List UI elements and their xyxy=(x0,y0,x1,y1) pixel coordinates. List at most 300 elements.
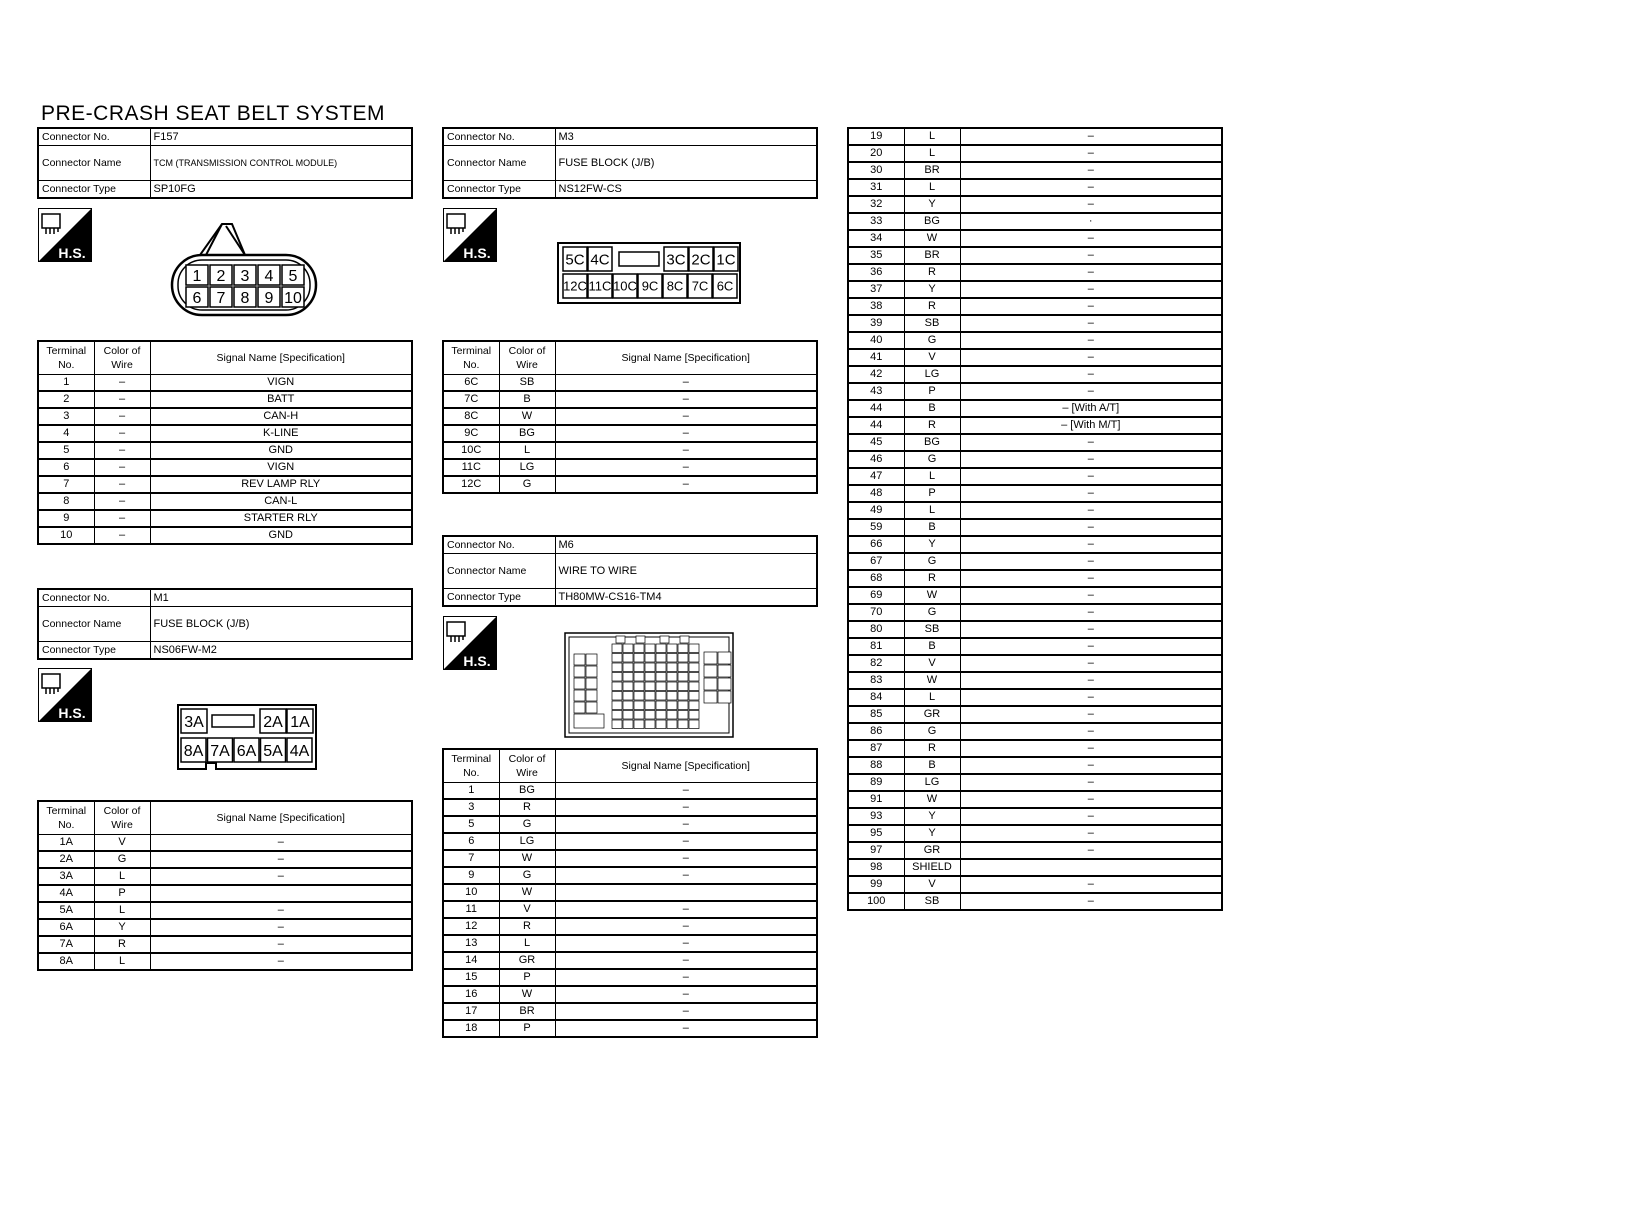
connector-cell xyxy=(667,701,677,710)
pin-label: 12C xyxy=(563,278,587,294)
connector-cell xyxy=(623,692,633,701)
connector-cell xyxy=(645,663,655,672)
connector-cell xyxy=(678,682,688,691)
connector-name-label: Connector Name xyxy=(443,554,555,589)
pin-label: 9 xyxy=(264,289,274,307)
pin-label: 5C xyxy=(565,251,585,269)
terminal-no-cell: 87 xyxy=(848,740,904,757)
signal-name-cell: VIGN xyxy=(150,459,412,476)
pin-label: 6 xyxy=(192,289,202,307)
pin-label: 6A xyxy=(236,742,257,760)
wire-color-cell: BR xyxy=(499,1003,555,1020)
connector-cell xyxy=(634,644,644,653)
connector-cell xyxy=(574,654,585,665)
terminal-no-cell: 2 xyxy=(38,391,94,408)
connector-cell xyxy=(623,701,633,710)
table-row xyxy=(848,349,1222,366)
wire-color-cell: LG xyxy=(499,459,555,476)
terminal-no-cell: 88 xyxy=(848,757,904,774)
connector-cell xyxy=(678,720,688,729)
signal-name-cell: – xyxy=(960,383,1222,400)
table-row xyxy=(848,893,1222,910)
wire-color-cell: L xyxy=(904,502,960,519)
terminal-no-cell: 70 xyxy=(848,604,904,621)
signal-name-cell: – xyxy=(150,851,412,868)
terminal-no-cell: 97 xyxy=(848,842,904,859)
wire-color-cell: P xyxy=(904,383,960,400)
harness-side-icon xyxy=(38,208,92,262)
terminal-no-cell: 69 xyxy=(848,587,904,604)
table-row xyxy=(38,510,412,527)
connector-name-label: Connector Name xyxy=(443,146,555,181)
terminal-no-cell: 11C xyxy=(443,459,499,476)
terminal-no-cell: 46 xyxy=(848,451,904,468)
signal-name-cell: – xyxy=(555,901,817,918)
connector-cell xyxy=(678,663,688,672)
connector-cell xyxy=(612,720,622,729)
signal-name-cell: – xyxy=(555,867,817,884)
table-row xyxy=(848,706,1222,723)
terminal-no-cell: 84 xyxy=(848,689,904,706)
table-row xyxy=(848,332,1222,349)
connector-cell xyxy=(612,692,622,701)
signal-name-cell: – xyxy=(960,587,1222,604)
table-row xyxy=(38,885,412,902)
f157-connector-diagram xyxy=(170,222,320,318)
m1-connector-diagram xyxy=(176,703,318,771)
signal-name-cell: – xyxy=(555,935,817,952)
terminal-no-cell: 45 xyxy=(848,434,904,451)
table-row xyxy=(443,850,817,867)
pin-label: 10 xyxy=(284,289,302,307)
wire-color-cell: W xyxy=(499,408,555,425)
connector-cell xyxy=(612,711,622,720)
connector-type-label: Connector Type xyxy=(38,181,150,199)
pin-label: 1A xyxy=(290,713,310,731)
table-row xyxy=(848,400,1222,417)
terminal-no-cell: 10 xyxy=(38,527,94,544)
connector-cell xyxy=(667,663,677,672)
signal-name-cell: – xyxy=(555,799,817,816)
terminal-no-cell: 95 xyxy=(848,825,904,842)
pin-label: 4A xyxy=(289,742,310,760)
signal-name-cell: – xyxy=(960,230,1222,247)
signal-name-cell: – xyxy=(960,774,1222,791)
pin-label: 1C xyxy=(716,251,736,269)
connector-cell xyxy=(634,682,644,691)
connector-no-value: M6 xyxy=(555,536,817,554)
terminal-no-cell: 37 xyxy=(848,281,904,298)
terminal-no-cell: 13 xyxy=(443,935,499,952)
terminal-no-cell: 5 xyxy=(38,442,94,459)
wire-color-cell: L xyxy=(94,868,150,885)
wire-color-cell: L xyxy=(904,179,960,196)
table-row xyxy=(38,425,412,442)
table-row xyxy=(848,536,1222,553)
terminal-no-cell: 6 xyxy=(38,459,94,476)
signal-name-cell: – xyxy=(960,315,1222,332)
terminal-no-cell: 89 xyxy=(848,774,904,791)
table-row xyxy=(848,791,1222,808)
table-row xyxy=(848,162,1222,179)
connector-name-value: WIRE TO WIRE xyxy=(555,554,817,589)
table-row xyxy=(38,493,412,510)
signal-name-cell: GND xyxy=(150,527,412,544)
wire-color-cell: – xyxy=(94,476,150,493)
connector-cell xyxy=(656,711,666,720)
connector-cell xyxy=(718,665,731,677)
terminal-no-cell: 7 xyxy=(443,850,499,867)
signal-name-cell: – xyxy=(555,850,817,867)
connector-cell xyxy=(623,711,633,720)
wire-color-cell: – xyxy=(94,425,150,442)
signal-name-cell: – xyxy=(555,918,817,935)
signal-name-cell: – xyxy=(960,281,1222,298)
connector-cell xyxy=(634,720,644,729)
signal-name-cell: – xyxy=(960,519,1222,536)
table-row xyxy=(848,366,1222,383)
terminal-no-cell: 36 xyxy=(848,264,904,281)
f157-connector-info xyxy=(37,127,413,199)
connector-cell xyxy=(574,702,585,713)
signal-name-cell: – xyxy=(960,757,1222,774)
terminal-no-cell: 6A xyxy=(38,919,94,936)
terminal-no-cell: 42 xyxy=(848,366,904,383)
connector-cell xyxy=(634,692,644,701)
terminal-no-cell: 31 xyxy=(848,179,904,196)
wire-color-cell: Y xyxy=(94,919,150,936)
m3-terminal-table xyxy=(442,340,818,494)
terminal-no-cell: 9C xyxy=(443,425,499,442)
wire-color-cell: LG xyxy=(904,366,960,383)
connector-no-value: F157 xyxy=(150,128,412,146)
connector-cell xyxy=(586,690,597,701)
signal-name-cell: – xyxy=(960,349,1222,366)
wire-color-cell: B xyxy=(904,638,960,655)
harness-side-icon xyxy=(443,616,497,670)
m6-terminal-table xyxy=(442,748,818,1038)
connector-cell xyxy=(689,692,699,701)
color-header: Color of Wire xyxy=(499,749,555,783)
terminal-no-cell: 6 xyxy=(443,833,499,850)
wire-color-cell: B xyxy=(904,757,960,774)
connector-cell xyxy=(634,663,644,672)
terminal-no-cell: 86 xyxy=(848,723,904,740)
keyway xyxy=(619,252,659,266)
wire-color-cell: V xyxy=(94,835,150,852)
table-row xyxy=(38,902,412,919)
table-row xyxy=(38,459,412,476)
signal-name-cell: – xyxy=(555,952,817,969)
terminal-no-cell: 59 xyxy=(848,519,904,536)
table-row xyxy=(443,442,817,459)
terminal-no-cell: 12 xyxy=(443,918,499,935)
pin-label: 7 xyxy=(216,289,226,307)
wire-color-cell: Y xyxy=(904,536,960,553)
wire-color-cell: Y xyxy=(904,196,960,213)
table-row xyxy=(443,901,817,918)
terminal-no-cell: 34 xyxy=(848,230,904,247)
signal-name-cell: – xyxy=(960,179,1222,196)
wire-color-cell: GR xyxy=(904,706,960,723)
table-row xyxy=(443,783,817,800)
m1-connector-info xyxy=(37,588,413,660)
signal-name-cell: – xyxy=(960,264,1222,281)
signal-name-cell xyxy=(150,885,412,902)
signal-name-cell: – xyxy=(555,408,817,425)
signal-name-cell: – xyxy=(960,672,1222,689)
table-row xyxy=(848,570,1222,587)
pin-label: 7C xyxy=(691,278,709,294)
table-row xyxy=(848,757,1222,774)
terminal-no-cell: 20 xyxy=(848,145,904,162)
pin-label: 1 xyxy=(192,267,202,285)
table-row xyxy=(443,799,817,816)
connector-cell xyxy=(667,692,677,701)
terminal-no-cell: 6C xyxy=(443,375,499,392)
table-row xyxy=(848,230,1222,247)
connector-cell xyxy=(667,720,677,729)
signal-name-cell: REV LAMP RLY xyxy=(150,476,412,493)
signal-name-cell: – xyxy=(960,485,1222,502)
m6-connector-info xyxy=(442,535,818,607)
connector-cell xyxy=(645,673,655,682)
signal-header: Signal Name [Specification] xyxy=(555,341,817,375)
m6-connector-diagram xyxy=(564,632,734,738)
table-row xyxy=(848,434,1222,451)
wire-color-cell: R xyxy=(904,264,960,281)
connector-cell xyxy=(623,644,633,653)
m3-connector-info xyxy=(442,127,818,199)
table-row xyxy=(443,816,817,833)
connector-cell xyxy=(678,644,688,653)
connector-cell xyxy=(667,644,677,653)
terminal-no-cell: 7A xyxy=(38,936,94,953)
terminal-no-cell: 8A xyxy=(38,953,94,970)
signal-name-cell: STARTER RLY xyxy=(150,510,412,527)
signal-name-cell: – xyxy=(960,536,1222,553)
connector-cell xyxy=(634,711,644,720)
table-row xyxy=(848,604,1222,621)
wire-color-cell: – xyxy=(94,375,150,392)
signal-name-cell xyxy=(960,859,1222,876)
signal-name-cell: – [With A/T] xyxy=(960,400,1222,417)
wire-color-cell: BR xyxy=(904,247,960,264)
table-row xyxy=(848,196,1222,213)
wire-color-cell: G xyxy=(499,867,555,884)
connector-no-label: Connector No. xyxy=(38,128,150,146)
table-row xyxy=(443,884,817,901)
signal-name-cell: – xyxy=(150,953,412,970)
signal-header: Signal Name [Specification] xyxy=(150,801,412,835)
terminal-no-cell: 80 xyxy=(848,621,904,638)
terminal-no-cell: 1 xyxy=(443,783,499,800)
wire-color-cell: BG xyxy=(499,425,555,442)
pin-label: 9C xyxy=(641,278,659,294)
connector-no-label: Connector No. xyxy=(38,589,150,607)
signal-header: Signal Name [Specification] xyxy=(150,341,412,375)
connector-type-value: TH80MW-CS16-TM4 xyxy=(555,589,817,607)
wire-color-cell: – xyxy=(94,442,150,459)
terminal-no-cell: 3A xyxy=(38,868,94,885)
terminal-no-cell: 18 xyxy=(443,1020,499,1037)
wire-color-cell: – xyxy=(94,459,150,476)
table-row xyxy=(443,476,817,493)
table-row xyxy=(848,264,1222,281)
terminal-no-cell: 16 xyxy=(443,986,499,1003)
wire-color-cell: R xyxy=(499,918,555,935)
terminal-no-cell: 3 xyxy=(443,799,499,816)
connector-cell xyxy=(718,652,731,664)
terminal-no-cell: 82 xyxy=(848,655,904,672)
terminal-no-cell: 100 xyxy=(848,893,904,910)
table-row xyxy=(38,442,412,459)
wire-color-cell: W xyxy=(499,850,555,867)
signal-name-cell xyxy=(555,884,817,901)
terminal-no-cell: 30 xyxy=(848,162,904,179)
signal-name-cell: – xyxy=(960,893,1222,910)
connector-type-value: NS12FW-CS xyxy=(555,181,817,199)
signal-name-cell: – xyxy=(555,375,817,392)
wire-color-cell: V xyxy=(499,901,555,918)
wire-color-cell: G xyxy=(904,723,960,740)
pin-label: 5A xyxy=(263,742,283,760)
table-row xyxy=(848,315,1222,332)
table-row xyxy=(848,383,1222,400)
table-row xyxy=(848,638,1222,655)
table-row xyxy=(38,408,412,425)
signal-name-cell: – xyxy=(960,247,1222,264)
connector-name-label: Connector Name xyxy=(38,146,150,181)
wire-color-cell: LG xyxy=(499,833,555,850)
connector-cell xyxy=(689,654,699,663)
connector-cell xyxy=(656,720,666,729)
signal-name-cell: – xyxy=(960,740,1222,757)
connector-cell xyxy=(704,691,717,703)
connector-cell xyxy=(660,636,669,643)
signal-name-cell: – xyxy=(960,196,1222,213)
terminal-no-cell: 14 xyxy=(443,952,499,969)
wire-color-cell: L xyxy=(904,689,960,706)
svg-text:H.S.: H.S. xyxy=(463,653,491,669)
wire-color-cell: P xyxy=(499,1020,555,1037)
table-row xyxy=(443,969,817,986)
wire-color-cell: L xyxy=(94,953,150,970)
terminal-no-cell: 2A xyxy=(38,851,94,868)
wire-color-cell: W xyxy=(904,587,960,604)
connector-cell xyxy=(656,701,666,710)
pin-label: 4 xyxy=(264,267,274,285)
terminal-no-cell: 7C xyxy=(443,391,499,408)
signal-name-cell: – xyxy=(960,791,1222,808)
terminal-no-cell: 8 xyxy=(38,493,94,510)
wire-color-cell: R xyxy=(499,799,555,816)
terminal-no-cell: 9 xyxy=(38,510,94,527)
connector-cell xyxy=(634,654,644,663)
table-row xyxy=(848,740,1222,757)
table-row xyxy=(848,213,1222,230)
pin-label: 4C xyxy=(590,251,610,269)
connector-cell xyxy=(634,701,644,710)
signal-name-cell: – xyxy=(960,621,1222,638)
connector-cell xyxy=(656,654,666,663)
table-row xyxy=(443,833,817,850)
table-row xyxy=(38,936,412,953)
pin-label: 8 xyxy=(240,289,250,307)
wire-color-cell: L xyxy=(904,128,960,145)
page-title: PRE-CRASH SEAT BELT SYSTEM xyxy=(41,102,386,125)
signal-name-cell: – xyxy=(960,689,1222,706)
m1-terminal-table xyxy=(37,800,413,971)
terminal-no-cell: 5A xyxy=(38,902,94,919)
wire-color-cell: R xyxy=(904,570,960,587)
connector-cell xyxy=(678,701,688,710)
connector-cell xyxy=(623,673,633,682)
connector-cell xyxy=(645,654,655,663)
terminal-no-cell: 4A xyxy=(38,885,94,902)
signal-name-cell: – xyxy=(960,655,1222,672)
signal-name-cell: – xyxy=(150,919,412,936)
wire-color-cell: SB xyxy=(904,621,960,638)
keyway xyxy=(212,715,254,727)
terminal-no-cell: 7 xyxy=(38,476,94,493)
connector-name-value: TCM (TRANSMISSION CONTROL MODULE) xyxy=(150,146,412,181)
pin-label: 8A xyxy=(183,742,204,760)
connector-cell xyxy=(645,692,655,701)
table-row xyxy=(38,391,412,408)
table-row xyxy=(848,179,1222,196)
signal-name-cell: VIGN xyxy=(150,375,412,392)
connector-cell xyxy=(689,720,699,729)
table-row xyxy=(848,145,1222,162)
wire-color-cell: BG xyxy=(904,434,960,451)
terminal-no-cell: 47 xyxy=(848,468,904,485)
wire-color-cell: – xyxy=(94,527,150,544)
table-row xyxy=(38,527,412,544)
wire-color-cell: L xyxy=(499,442,555,459)
connector-cell xyxy=(623,663,633,672)
connector-cell xyxy=(678,692,688,701)
table-row xyxy=(443,459,817,476)
connector-name-label: Connector Name xyxy=(38,607,150,642)
table-row xyxy=(443,952,817,969)
signal-name-cell: K-LINE xyxy=(150,425,412,442)
wire-color-cell: SB xyxy=(904,893,960,910)
connector-cell xyxy=(667,682,677,691)
terminal-no-cell: 43 xyxy=(848,383,904,400)
signal-name-cell: – xyxy=(555,459,817,476)
wire-color-cell: – xyxy=(94,408,150,425)
connector-cell xyxy=(574,666,585,677)
table-row xyxy=(443,1003,817,1020)
pin-label: 3 xyxy=(240,267,250,285)
wire-color-cell: R xyxy=(94,936,150,953)
signal-name-cell: – xyxy=(960,876,1222,893)
connector-cell xyxy=(689,701,699,710)
wire-color-cell: G xyxy=(904,332,960,349)
connector-cell xyxy=(656,692,666,701)
connector-cell xyxy=(623,682,633,691)
signal-name-cell: – xyxy=(960,570,1222,587)
connector-cell xyxy=(586,666,597,677)
signal-name-cell: – xyxy=(150,868,412,885)
pin-label: 2C xyxy=(691,251,711,269)
wire-color-cell: G xyxy=(904,553,960,570)
wire-color-cell: SHIELD xyxy=(904,859,960,876)
wire-color-cell: W xyxy=(904,672,960,689)
wire-color-cell: GR xyxy=(904,842,960,859)
connector-cell xyxy=(689,663,699,672)
